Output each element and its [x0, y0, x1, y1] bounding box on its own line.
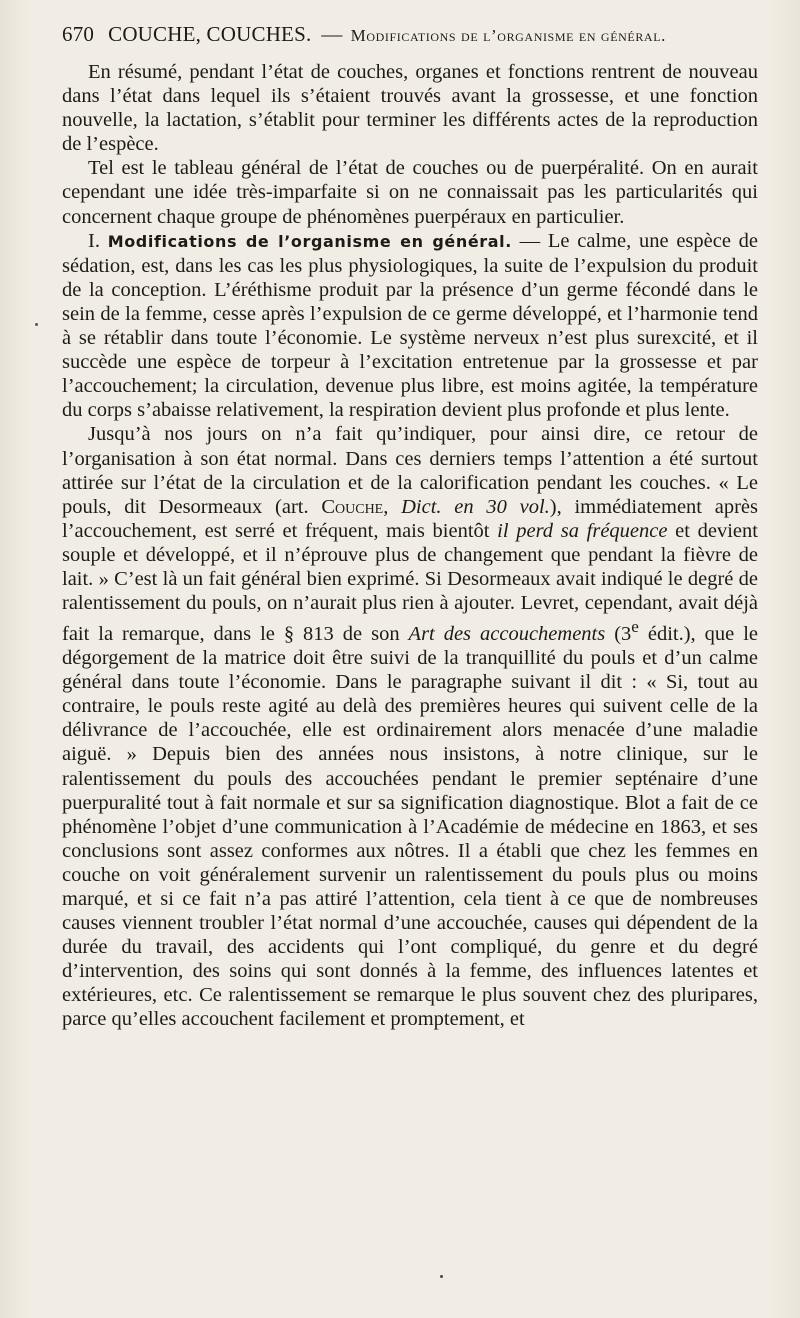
- paragraph-summary: En résumé, pendant l’état de couches, organes et fonctions rentrent de nouveau dans l’état dans lequel ils s’étaient trouvés avant la grossesse, et une fonction nouvelle, la lactation, s’établit pour terminer les différents actes de la reproduction de l’espèce.: [62, 61, 758, 156]
- text-run: ,: [383, 495, 402, 518]
- paragraph-tableau: Tel est le tableau général de l’état de couches ou de puerpéralité. On en aurait cependant une idée très-imparfaite si on ne connaissait pas les particularités qui concernent chaque groupe de phénomènes puerpéraux en particulier.: [62, 157, 758, 228]
- section-heading: Modifications de l’organisme en général.: [107, 231, 512, 251]
- article-reference: Couche: [321, 495, 384, 518]
- paragraph-modifications: [62, 229, 758, 423]
- text-run: édit.), que le dégorgement de la matrice doit être suivi de la tranquillité du pouls et d’un calme général dans toute l’économie. Dans le paragraphe suivant il dit : « Si, tout au contraire, le pouls reste agité au delà des premières heures qui suivent celle de la délivrance de l’accouchée, elle est ordinairement alors menacée d’une maladie aiguë. » Depuis bien des années nous insistons, à notre clinique, sur le ralentissement du pouls des accouchées pendant le premier septénaire d’une puerpuralité tout à fait normale et sur sa signification diagnostique. Blot a fait de ce phénomène l’objet d’une communication à l’Académie de médecine en 1863, et ses conclusions sont assez conformes aux nôtres. Il a établi que chez les femmes en couche on voit généralement survenir un ralentissement du pouls plus ou moins marqué, et si ce fait n’a pas attiré l’attention, cela tient à ce que de nombreuses causes viennent troubler l’état normal d’une accouchée, causes qui dépendent de la durée du travail, des accidents qui l’ont compliqué, du genre et du degré d’intervention, des soins qui sont donnés à la femme, des influences latentes et extérieures, etc. Ce ralentissement se remarque le plus souvent chez des pluripares, parce qu’elles accouchent facilement et promptement, et: [62, 622, 758, 1031]
- text-run: (3: [605, 622, 632, 645]
- bottom-dot: [440, 1275, 443, 1278]
- page-header: [62, 22, 758, 52]
- quote-emphasis: il perd sa fréquence: [497, 519, 668, 542]
- margin-dot: [35, 323, 38, 326]
- edition-superscript: e: [631, 617, 639, 637]
- page-number: 670: [62, 22, 95, 46]
- section-number: I.: [88, 229, 100, 252]
- book-title-reference: Art des accouchements: [408, 622, 606, 645]
- dict-reference: Dict. en 30 vol.: [401, 495, 550, 518]
- text-run: ), immédiatement après l’accouchement, est serré et fréquent, mais bientôt: [62, 495, 758, 542]
- text-run: et devient souple et développé, et il n’éprouve plus de changement que pendant la fièvre de lait. » C’est là un fait général bien exprimé. Si Desormeaux avait indiqué le degré de ralentissement du pouls, on n’aurait plus rien à ajouter. Levret, cependant, avait déjà fait la remarque, dans le § 813 de son: [62, 519, 758, 645]
- paragraph-pouls: [62, 422, 758, 1031]
- header-dash: —: [321, 22, 343, 46]
- running-title: COUCHE, COUCHES.: [108, 22, 312, 46]
- section-subtitle: Modifications de l’organisme en général.: [350, 26, 666, 45]
- text-run: Jusqu’à nos jours on n’a fait qu’indiquer, pour ainsi dire, ce retour de l’organisation à son état normal. Dans ces derniers temps l’attention a été surtout attirée sur l’état de la circulation et de la calorification pendant les couches. « Le pouls, dit Desormeaux (art.: [62, 423, 758, 518]
- section-text: — Le calme, une espèce de sédation, est, dans les cas les plus physiologiques, la suite de l’expulsion du produit de la conception. L’éréthisme produit par la présence d’un germe fécondé dans le sein de la femme, cesse après l’expulsion de ce germe développé, et l’harmonie tend à se rétablir dans toute l’économie. Le système nerveux n’est plus surexcité, et il succède une espèce de torpeur à l’excitation entretenue par la grossesse et par l’accouchement; la circulation, devenue plus libre, est moins agitée, la température du corps s’abaisse relativement, la respiration devient plus profonde et plus lente.: [62, 229, 759, 422]
- body-text: [62, 60, 758, 1032]
